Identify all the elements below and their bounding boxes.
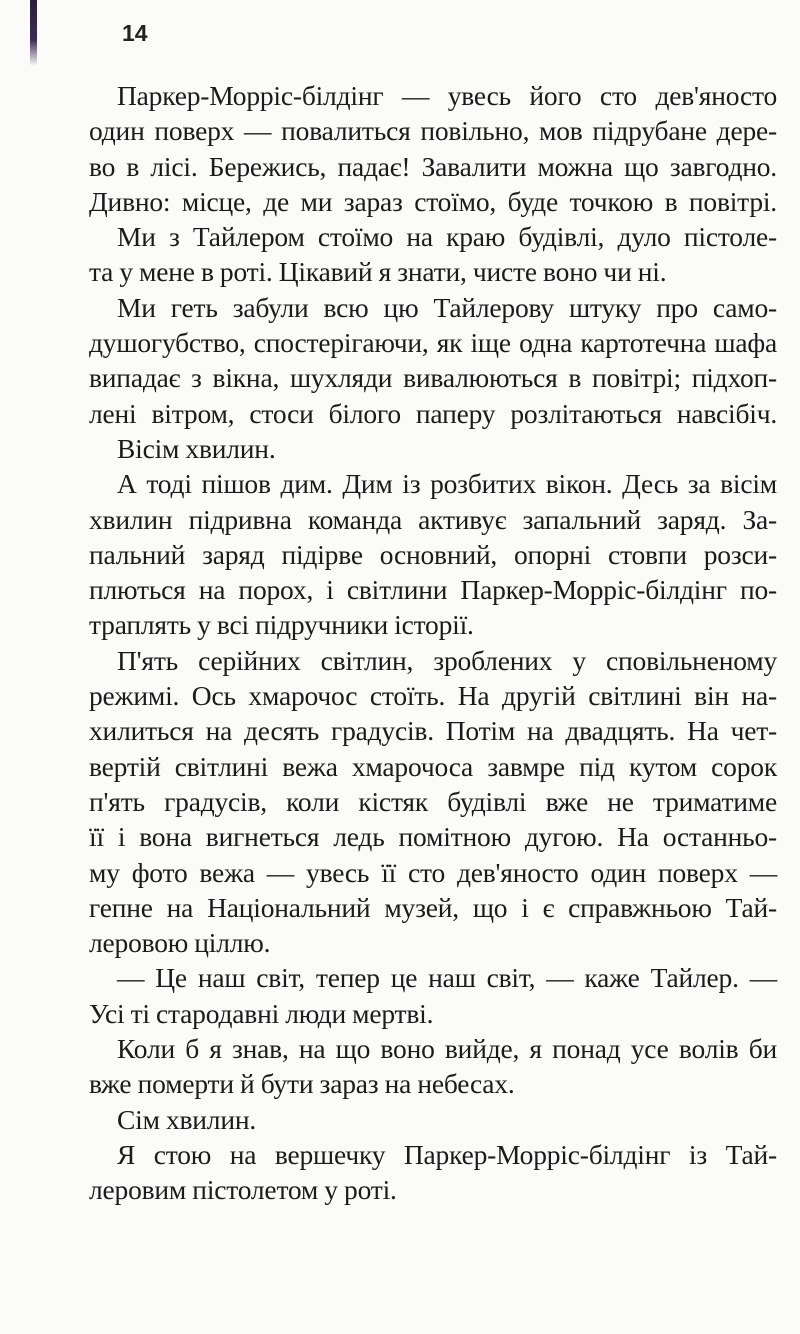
text-line: хвилин підривна команда активує запальний заряд. За- bbox=[89, 503, 777, 535]
paragraph bbox=[117, 1102, 777, 1137]
text-line: Усі ті стародавні люди мертві. bbox=[89, 997, 434, 1029]
text-line: Вісім хвилин. bbox=[117, 432, 276, 464]
text-line: А тоді пішов дим. Дим із розбитих вікон. Десь за вісім bbox=[117, 468, 777, 500]
text-line: Ми з Тайлером стоїмо на краю будівлі, дуло пістоле- bbox=[117, 221, 777, 253]
text-line: Ми геть забули всю цю Тайлерову штуку про само- bbox=[117, 291, 777, 323]
text-line: леровим пістолетом у роті. bbox=[89, 1174, 397, 1206]
text-line: траплять у всі підручники історії. bbox=[89, 609, 474, 641]
paragraph bbox=[89, 1031, 777, 1102]
text-line: хилиться на десять градусів. Потім на двадцять. На чет- bbox=[89, 715, 777, 747]
text-line: му фото вежа — увесь її сто дев'яносто один поверх — bbox=[89, 856, 777, 888]
text-line: гепне на Національний музей, що і є справжньою Тай- bbox=[89, 891, 777, 923]
text-line: випадає з вікна, шухляди вивалюються в повітрі; підхоп- bbox=[89, 362, 777, 394]
text-line: Я стою на вершечку Паркер-Морріс-білдінг із Тай- bbox=[117, 1138, 777, 1170]
text-line: Дивно: місце, де ми зараз стоїмо, буде точкою в повітрі. bbox=[89, 185, 777, 217]
text-line: — Це наш світ, тепер це наш світ, — каже Тайлер. — bbox=[117, 962, 777, 994]
text-line: лені вітром, стоси білого паперу розлітаються навсібіч. bbox=[89, 397, 777, 429]
text-line: режимі. Ось хмарочос стоїть. На другій світлині він на- bbox=[89, 680, 777, 712]
paragraph bbox=[89, 219, 777, 290]
paragraph bbox=[89, 960, 777, 1031]
text-line: один поверх — повалиться повільно, мов підрубане дере- bbox=[89, 115, 777, 147]
body-text bbox=[89, 78, 777, 1208]
paragraph bbox=[89, 78, 777, 219]
text-line: Сім хвилин. bbox=[117, 1103, 257, 1135]
paragraph bbox=[89, 290, 777, 431]
paragraph bbox=[89, 1137, 777, 1208]
text-line: во в лісі. Бережись, падає! Завалити можна що завгодно. bbox=[89, 150, 777, 182]
text-line: пальний заряд підірве основний, опорні стовпи розси- bbox=[89, 538, 777, 570]
text-line: леровою ціллю. bbox=[89, 927, 271, 959]
text-line: Коли б я знав, на що воно вийде, я понад усе волів би bbox=[117, 1033, 777, 1065]
text-line: плються на порох, і світлини Паркер-Морріс-білдінг по- bbox=[89, 574, 777, 606]
paragraph bbox=[89, 643, 777, 961]
text-line: вже померти й бути зараз на небесах. bbox=[89, 1068, 515, 1100]
text-line: П'ять серійних світлин, зроблених у сповільненому bbox=[117, 644, 777, 676]
page-edge-binding bbox=[30, 0, 37, 66]
paragraph bbox=[117, 431, 777, 466]
text-line: та у мене в роті. Цікавий я знати, чисте воно чи ні. bbox=[89, 256, 667, 288]
text-line: душогубство, спостерігаючи, як іще одна картотечна шафа bbox=[89, 327, 777, 359]
text-line: Паркер-Морріс-білдінг — увесь його сто дев'яносто bbox=[117, 80, 777, 111]
text-line: вертій світлині вежа хмарочоса завмре під кутом сорок bbox=[89, 750, 777, 782]
paragraph bbox=[89, 466, 777, 642]
page-number: 14 bbox=[122, 20, 148, 46]
text-line: її і вона вигнеться ледь помітною дугою. На останньо- bbox=[89, 821, 777, 853]
text-line: п'ять градусів, коли кістяк будівлі вже не триматиме bbox=[89, 785, 777, 817]
